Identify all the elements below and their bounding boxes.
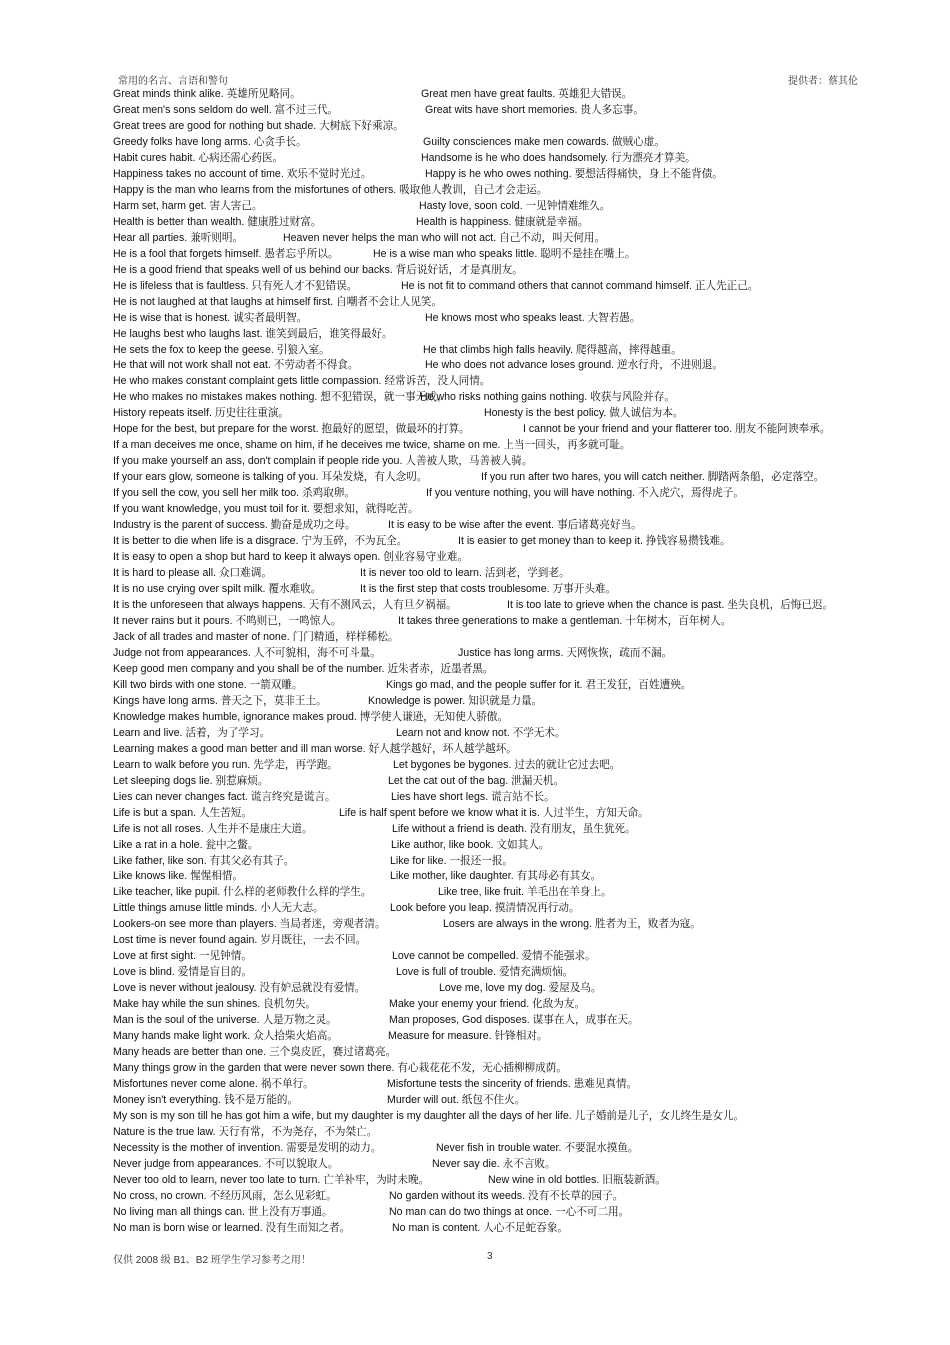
proverb-entry: Knowledge is power. 知识就是力量。 xyxy=(368,694,543,707)
proverb-line xyxy=(113,1061,893,1077)
proverb-entry: It is the first step that costs troublesome. 万事开头难。 xyxy=(360,583,617,596)
proverb-line xyxy=(113,758,893,774)
proverb-entry: Murder will out. 纸包不住火。 xyxy=(387,1094,526,1107)
proverb-entry: Kill two birds with one stone. 一箭双雕。 xyxy=(113,678,303,691)
proverb-line xyxy=(113,454,893,470)
proverb-line xyxy=(113,901,893,917)
proverb-entry: It is easy to open a shop but hard to keep it always open. 创业容易守业难。 xyxy=(113,551,469,564)
proverb-line xyxy=(113,263,893,279)
proverb-entry: He that climbs high falls heavily. 爬得越高，摔得越重。 xyxy=(423,343,682,356)
proverb-entry: Make hay while the sun shines. 良机勿失。 xyxy=(113,998,317,1011)
proverb-entry: It is easier to get money than to keep it. 挣钱容易攒钱难。 xyxy=(458,535,731,548)
proverb-entry: Love me, love my dog. 爱屋及乌。 xyxy=(439,982,602,995)
proverb-line xyxy=(113,358,893,374)
proverb-line xyxy=(113,486,893,502)
proverb-line xyxy=(113,582,893,598)
proverb-entry: Habit cures habit. 心病还需心药医。 xyxy=(113,151,284,164)
proverb-entry: Greedy folks have long arms. 心贪手长。 xyxy=(113,135,307,148)
proverb-entry: Learn and live. 活着，为了学习。 xyxy=(113,726,271,739)
proverb-entry: Hasty love, soon cold. 一见钟情难维久。 xyxy=(419,199,611,212)
proverb-list xyxy=(113,87,893,1237)
proverb-entry: Life without a friend is death. 没有朋友，虽生犹死。 xyxy=(392,822,636,835)
proverb-line xyxy=(113,151,893,167)
proverb-entry: He is a wise man who speaks little. 聪明不是挂在嘴上。 xyxy=(373,247,636,260)
proverb-line xyxy=(113,135,893,151)
proverb-entry: Life is half spent before we know what it is. 人过半生，方知天命。 xyxy=(339,806,649,819)
proverb-line xyxy=(113,933,893,949)
proverb-entry: Like tree, like fruit. 羊毛出在羊身上。 xyxy=(438,886,612,899)
proverb-entry: Life is not all roses. 人生并不是康庄大道。 xyxy=(113,822,313,835)
proverb-line xyxy=(113,1045,893,1061)
proverb-line xyxy=(113,390,893,406)
proverb-entry: He laughs best who laughs last. 谁笑到最后，谁笑得最好。 xyxy=(113,327,393,340)
proverb-line xyxy=(113,1125,893,1141)
proverb-entry: Many heads are better than one. 三个臭皮匠，赛过诸葛亮。 xyxy=(113,1046,397,1059)
proverb-entry: Make your enemy your friend. 化敌为友。 xyxy=(389,998,586,1011)
proverb-line xyxy=(113,917,893,933)
proverb-line xyxy=(113,1093,893,1109)
proverb-line xyxy=(113,279,893,295)
proverb-entry: Love cannot be compelled. 爱情不能强求。 xyxy=(392,950,596,963)
proverb-line xyxy=(113,662,893,678)
proverb-entry: Honesty is the best policy. 做人诚信为本。 xyxy=(484,407,684,420)
proverb-entry: He is lifeless that is faultless. 只有死人才不犯错误。 xyxy=(113,279,358,292)
proverb-line xyxy=(113,1205,893,1221)
proverb-entry: Guilty consciences make men cowards. 做贼心虚。 xyxy=(423,135,665,148)
proverb-entry: He sets the fox to keep the geese. 引狼入室。 xyxy=(113,343,330,356)
proverb-entry: Learn not and know not. 不学无术。 xyxy=(396,726,566,739)
proverb-entry: Misfortune tests the sincerity of friends. 患难见真情。 xyxy=(387,1078,638,1091)
proverb-line xyxy=(113,167,893,183)
proverb-entry: Let bygones be bygones. 过去的就让它过去吧。 xyxy=(393,758,621,771)
proverb-entry: Man is the soul of the universe. 人是万物之灵。 xyxy=(113,1014,337,1027)
proverb-entry: He who makes no mistakes makes nothing. 想不犯错误，就一事无成。 xyxy=(113,391,448,404)
proverb-line xyxy=(113,1221,893,1237)
proverb-line xyxy=(113,343,893,359)
proverb-entry: He that will not work shall not eat. 不劳动者不得食。 xyxy=(113,359,359,372)
proverb-entry: Hear all parties. 兼听则明。 xyxy=(113,231,244,244)
proverb-entry: Great wits have short memories. 贵人多忘事。 xyxy=(425,103,644,116)
proverb-entry: Happy is he who owes nothing. 要想活得痛快，身上不能背债。 xyxy=(425,167,723,180)
proverb-entry: It never rains but it pours. 不鸣则已，一鸣惊人。 xyxy=(113,614,342,627)
proverb-entry: It is hard to please all. 众口难调。 xyxy=(113,567,272,580)
proverb-line xyxy=(113,742,893,758)
proverb-line xyxy=(113,87,893,103)
proverb-line xyxy=(113,534,893,550)
proverb-line xyxy=(113,470,893,486)
proverb-entry: Let sleeping dogs lie. 别惹麻烦。 xyxy=(113,774,269,787)
proverb-entry: Like teacher, like pupil. 什么样的老师教什么样的学生。 xyxy=(113,886,372,899)
proverb-entry: Learning makes a good man better and ill man worse. 好人越学越好，坏人越学越坏。 xyxy=(113,742,517,755)
proverb-entry: Great trees are good for nothing but shade. 大树底下好乘凉。 xyxy=(113,119,404,132)
proverb-line xyxy=(113,694,893,710)
proverb-line xyxy=(113,790,893,806)
proverb-entry: Industry is the parent of success. 勤奋是成功之母。 xyxy=(113,519,356,532)
proverb-entry: Kings have long arms. 普天之下，莫非王土。 xyxy=(113,694,327,707)
proverb-entry: Look before you leap. 摸清情况再行动。 xyxy=(390,902,580,915)
proverb-entry: Many things grow in the garden that were never sown there. 有心栽花花不发，无心插柳柳成荫。 xyxy=(113,1062,567,1075)
proverb-line xyxy=(113,422,893,438)
proverb-line xyxy=(113,949,893,965)
proverb-entry: Keep good men company and you shall be of the number. 近朱者赤，近墨者黑。 xyxy=(113,662,494,675)
proverb-line xyxy=(113,1029,893,1045)
proverb-entry: He is not fit to command others that cannot command himself. 正人先正己。 xyxy=(401,279,759,292)
proverb-entry: Love is never without jealousy. 没有妒忌就没有爱情。 xyxy=(113,982,366,995)
proverb-line xyxy=(113,630,893,646)
proverb-entry: Lies have short legs. 谎言站不长。 xyxy=(391,790,555,803)
proverb-entry: He who does not advance loses ground. 逆水行舟，不进则退。 xyxy=(425,359,723,372)
proverb-line xyxy=(113,1077,893,1093)
proverb-entry: Nature is the true law. 天行有常，不为尧存，不为桀亡。 xyxy=(113,1125,378,1138)
proverb-line xyxy=(113,997,893,1013)
proverb-line xyxy=(113,678,893,694)
proverb-entry: He is a good friend that speaks well of us behind our backs. 背后说好话，才是真朋友。 xyxy=(113,263,523,276)
proverb-entry: My son is my son till he has got him a wife, but my daughter is my daughter all the days of her life. 儿子婚前是儿子，女儿终生是女儿。 xyxy=(113,1110,745,1122)
proverb-line xyxy=(113,566,893,582)
proverb-entry: It is too late to grieve when the chance is past. 坐失良机，后悔已迟。 xyxy=(507,599,834,611)
proverb-entry: Great men's sons seldom do well. 富不过三代。 xyxy=(113,103,339,116)
proverb-entry: He is wise that is honest. 诚实者最明智。 xyxy=(113,311,308,324)
proverb-entry: It is better to die when life is a disgrace. 宁为玉碎，不为瓦全。 xyxy=(113,535,408,548)
proverb-entry: It takes three generations to make a gentleman. 十年树木，百年树人。 xyxy=(398,614,732,627)
proverb-entry: New wine in old bottles. 旧瓶装新酒。 xyxy=(488,1173,666,1186)
proverb-line xyxy=(113,806,893,822)
proverb-line xyxy=(113,406,893,422)
proverb-entry: Lost time is never found again. 岁月既往，一去不回。 xyxy=(113,934,367,947)
proverb-entry: He who risks nothing gains nothing. 收获与风险并存。 xyxy=(420,391,675,404)
proverb-line xyxy=(113,295,893,311)
proverb-line xyxy=(113,1109,893,1125)
proverb-entry: Handsome is he who does handsomely. 行为漂亮才算美。 xyxy=(421,151,696,164)
proverb-entry: History repeats itself. 历史往往重演。 xyxy=(113,407,290,420)
proverb-line xyxy=(113,965,893,981)
proverb-entry: Health is better than wealth. 健康胜过财富。 xyxy=(113,215,322,228)
document-footer-note: 仅供 2008 级 B1、B2 班学生学习参考之用！ xyxy=(113,1255,311,1266)
proverb-entry: He is a fool that forgets himself. 愚者忘乎所以。 xyxy=(113,247,339,260)
proverb-entry: Like knows like. 惺惺相惜。 xyxy=(113,870,244,883)
proverb-entry: Love at first sight. 一见钟情。 xyxy=(113,950,252,963)
proverb-entry: Necessity is the mother of invention. 需要是发明的动力。 xyxy=(113,1141,382,1154)
proverb-line xyxy=(113,710,893,726)
proverb-entry: No man is born wise or learned. 没有生而知之者。 xyxy=(113,1221,351,1234)
proverb-entry: If a man deceives me once, shame on him, if he deceives me twice, shame on me. 上当一回头，再多就可耻。 xyxy=(113,439,631,452)
proverb-line xyxy=(113,1141,893,1157)
proverb-line xyxy=(113,103,893,119)
proverb-line xyxy=(113,374,893,390)
proverb-entry: No man is content. 人心不足蛇吞象。 xyxy=(392,1221,569,1234)
document-header-title: 常用的名言、言语和警句 xyxy=(118,76,228,87)
proverb-entry: Like a rat in a hole. 瓮中之鳖。 xyxy=(113,838,259,851)
proverb-entry: It is the unforeseen that always happens. 天有不测风云，人有旦夕祸福。 xyxy=(113,599,457,611)
proverb-line xyxy=(113,550,893,566)
proverb-line xyxy=(113,774,893,790)
proverb-line xyxy=(113,119,893,135)
proverb-entry: Like for like. 一报还一报。 xyxy=(390,854,514,867)
proverb-entry: Measure for measure. 针锋相对。 xyxy=(388,1030,548,1043)
proverb-entry: Happiness takes no account of time. 欢乐不觉时光过。 xyxy=(113,167,372,180)
proverb-line xyxy=(113,614,893,630)
proverb-entry: Health is happiness. 健康就是幸福。 xyxy=(416,215,589,228)
proverb-entry: Love is full of trouble. 爱情充满烦恼。 xyxy=(396,966,574,979)
proverb-entry: Losers are always in the wrong. 胜者为王，败者为寇。 xyxy=(443,918,701,931)
proverb-entry: Happy is the man who learns from the misfortunes of others. 吸取他人教训，自己才会走运。 xyxy=(113,183,548,196)
proverb-entry: It is easy to be wise after the event. 事后诸葛亮好当。 xyxy=(388,519,642,532)
proverb-line xyxy=(113,885,893,901)
proverb-line xyxy=(113,646,893,662)
proverb-entry: Justice has long arms. 天网恢恢，疏而不漏。 xyxy=(458,646,673,659)
document-header-provider: 提供者：蔡其伦 xyxy=(788,76,858,87)
proverb-entry: Never fish in trouble water. 不要混水摸鱼。 xyxy=(436,1141,639,1154)
proverb-entry: Life is but a span. 人生苦短。 xyxy=(113,806,252,819)
proverb-line xyxy=(113,822,893,838)
proverb-line xyxy=(113,518,893,534)
proverb-entry: Lies can never changes fact. 谎言终究是谎言。 xyxy=(113,790,336,803)
proverb-entry: No man can do two things at once. 一心不可二用。 xyxy=(389,1205,630,1218)
proverb-entry: Jack of all trades and master of none. 门门精通，样样稀松。 xyxy=(113,630,399,643)
proverb-entry: If you run after two hares, you will catch neither. 脚踏两条船，必定落空。 xyxy=(481,471,825,484)
proverb-line xyxy=(113,327,893,343)
proverb-line xyxy=(113,869,893,885)
proverb-line xyxy=(113,231,893,247)
proverb-line xyxy=(113,981,893,997)
proverb-entry: No garden without its weeds. 没有不长草的园子。 xyxy=(389,1189,624,1202)
proverb-line xyxy=(113,502,893,518)
proverb-line xyxy=(113,247,893,263)
proverb-entry: If you venture nothing, you will have nothing. 不入虎穴，焉得虎子。 xyxy=(426,487,744,500)
proverb-entry: Knowledge makes humble, ignorance makes proud. 博学使人谦逊，无知使人骄傲。 xyxy=(113,710,509,723)
proverb-line xyxy=(113,598,893,614)
proverb-entry: Hope for the best, but prepare for the worst. 抱最好的愿望，做最坏的打算。 xyxy=(113,423,470,436)
proverb-entry: If your ears glow, someone is talking of you. 耳朵发烧，有人念叨。 xyxy=(113,471,428,484)
proverb-line xyxy=(113,311,893,327)
proverb-entry: If you sell the cow, you sell her milk too. 杀鸡取卵。 xyxy=(113,487,355,500)
proverb-entry: Great minds think alike. 英雄所见略同。 xyxy=(113,88,301,100)
proverb-entry: Never judge from appearances. 不可以貌取人。 xyxy=(113,1157,339,1170)
proverb-entry: Money isn't everything. 钱不是万能的。 xyxy=(113,1094,299,1107)
proverb-entry: If you want knowledge, you must toil for it. 要想求知，就得吃苦。 xyxy=(113,503,419,516)
proverb-entry: No living man all things can. 世上没有万事通。 xyxy=(113,1205,333,1218)
proverb-line xyxy=(113,199,893,215)
proverb-entry: Like mother, like daughter. 有其母必有其女。 xyxy=(390,870,602,883)
proverb-entry: Love is blind. 爱情是盲目的。 xyxy=(113,966,252,979)
proverb-entry: He knows most who speaks least. 大智若愚。 xyxy=(425,311,641,324)
proverb-entry: If you make yourself an ass, don't complain if people ride you. 人善被人欺，马善被人骑。 xyxy=(113,455,533,468)
proverb-entry: Many hands make light work. 众人拾柴火焰高。 xyxy=(113,1030,338,1043)
proverb-entry: Like author, like book. 文如其人。 xyxy=(391,838,550,851)
proverb-line xyxy=(113,215,893,231)
proverb-entry: Judge not from appearances. 人不可貌相，海不可斗量。 xyxy=(113,646,381,659)
proverb-line xyxy=(113,1013,893,1029)
proverb-line xyxy=(113,1189,893,1205)
proverb-entry: Never too old to learn, never too late to turn. 亡羊补牢，为时未晚。 xyxy=(113,1173,430,1186)
page-number: 3 xyxy=(487,1251,493,1262)
proverb-entry: No cross, no crown. 不经历风雨，怎么见彩虹。 xyxy=(113,1189,337,1202)
proverb-line xyxy=(113,838,893,854)
proverb-entry: He who makes constant complaint gets little compassion. 经常诉苦，没人同情。 xyxy=(113,375,491,388)
proverb-line xyxy=(113,1157,893,1173)
proverb-entry: Like father, like son. 有其父必有其子。 xyxy=(113,854,295,867)
proverb-entry: Man proposes, God disposes. 谋事在人，成事在天。 xyxy=(389,1014,639,1027)
proverb-line xyxy=(113,726,893,742)
proverb-entry: Never say die. 永不言败。 xyxy=(432,1157,556,1170)
proverb-entry: Harm set, harm get. 害人害己。 xyxy=(113,199,263,212)
proverb-entry: Little things amuse little minds. 小人无大志。 xyxy=(113,902,324,915)
proverb-line xyxy=(113,854,893,870)
proverb-entry: It is never too old to learn. 活到老，学到老。 xyxy=(360,567,570,580)
proverb-entry: Heaven never helps the man who will not act. 自己不动，叫天何用。 xyxy=(283,231,606,244)
proverb-entry: Great men have great faults. 英雄犯大错误。 xyxy=(421,88,633,100)
proverb-entry: Learn to walk before you run. 先学走，再学跑。 xyxy=(113,758,338,771)
proverb-entry: Misfortunes never come alone. 祸不单行。 xyxy=(113,1078,314,1091)
proverb-entry: I cannot be your friend and your flatterer too. 朋友不能阿谀奉承。 xyxy=(523,423,831,436)
proverb-entry: It is no use crying over spilt milk. 覆水难收。 xyxy=(113,583,322,596)
proverb-entry: He is not laughed at that laughs at himself first. 自嘲者不会让人见笑。 xyxy=(113,295,443,308)
proverb-line xyxy=(113,183,893,199)
proverb-line xyxy=(113,1173,893,1189)
proverb-entry: Kings go mad, and the people suffer for it. 君王发狂，百姓遭殃。 xyxy=(386,678,692,691)
proverb-entry: Lookers-on see more than players. 当局者迷，旁观者清。 xyxy=(113,918,386,931)
proverb-line xyxy=(113,438,893,454)
proverb-entry: Let the cat out of the bag. 泄漏天机。 xyxy=(388,774,565,787)
